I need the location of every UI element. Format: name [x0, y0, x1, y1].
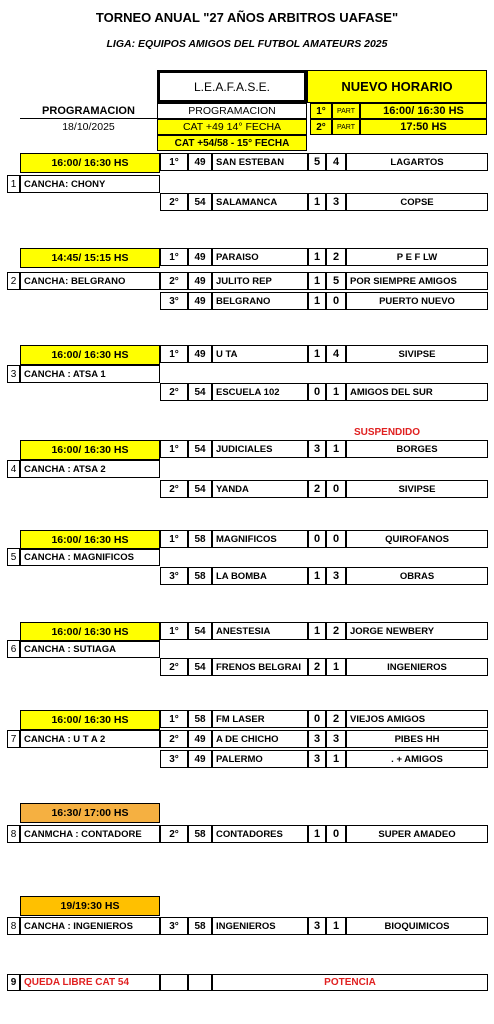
home-team: PALERMO	[212, 750, 308, 768]
match-order: 1°	[160, 440, 188, 458]
away-score: 1	[326, 750, 346, 768]
away-score: 0	[326, 480, 346, 498]
home-team: YANDA	[212, 480, 308, 498]
match-order: 2°	[160, 383, 188, 401]
away-team: P E F LW	[346, 248, 488, 266]
away-score: 4	[326, 153, 346, 171]
home-team: MAGNIFICOS	[212, 530, 308, 548]
home-team: SALAMANCA	[212, 193, 308, 211]
match-order: 2°	[160, 658, 188, 676]
match-category: 49	[188, 730, 212, 748]
cancha-name: CANCHA : SUTIAGA	[20, 640, 160, 658]
block-number: 1	[7, 175, 20, 193]
home-score: 1	[308, 345, 326, 363]
away-score: 0	[326, 825, 346, 843]
away-team: PUERTO NUEVO	[346, 292, 488, 310]
match-order: 1°	[160, 153, 188, 171]
home-score: 1	[308, 193, 326, 211]
block-number: 2	[7, 272, 20, 290]
home-team: FM LASER	[212, 710, 308, 728]
away-team: PIBES HH	[346, 730, 488, 748]
suspended-note: SUSPENDIDO	[353, 426, 421, 438]
match-order: 1°	[160, 710, 188, 728]
home-score: 5	[308, 153, 326, 171]
home-team: BELGRANO	[212, 292, 308, 310]
home-score: 1	[308, 622, 326, 640]
time-slot: 14:45/ 15:15 HS	[20, 248, 160, 268]
time-slot: 16:30/ 17:00 HS	[20, 803, 160, 823]
home-score: 1	[308, 248, 326, 266]
away-team: COPSE	[346, 193, 488, 211]
away-team: INGENIEROS	[346, 658, 488, 676]
home-score: 3	[308, 750, 326, 768]
part2-time: 17:50 HS	[360, 119, 487, 135]
time-slot: 16:00/ 16:30 HS	[20, 710, 160, 730]
org-name: L.E.A.F.A.S.E.	[193, 79, 271, 94]
home-score: 0	[308, 383, 326, 401]
program-date: 18/10/2025	[62, 121, 115, 133]
time-slot: 16:00/ 16:30 HS	[20, 345, 160, 365]
time-slot: 16:00/ 16:30 HS	[20, 530, 160, 550]
match-order: 1°	[160, 530, 188, 548]
cancha-name: CANMCHA : CONTADORE	[20, 825, 160, 843]
match-order: 3°	[160, 567, 188, 585]
away-team: LAGARTOS	[346, 153, 488, 171]
away-score: 3	[326, 193, 346, 211]
away-team: POR SIEMPRE AMIGOS	[346, 272, 488, 290]
part1-time: 16:00/ 16:30 HS	[360, 103, 487, 119]
home-score: 3	[308, 440, 326, 458]
block-number: 5	[7, 548, 20, 566]
match-category: 58	[188, 710, 212, 728]
cancha-name: CANCHA : U T A 2	[20, 730, 160, 748]
away-team: SUPER AMADEO	[346, 825, 488, 843]
home-team: SAN ESTEBAN	[212, 153, 308, 171]
block-number: 7	[7, 730, 20, 748]
home-score: 0	[308, 710, 326, 728]
time-slot: 16:00/ 16:30 HS	[20, 440, 160, 460]
away-team: SIVIPSE	[346, 480, 488, 498]
home-team: U TA	[212, 345, 308, 363]
away-score: 4	[326, 345, 346, 363]
cancha-name: CANCHA : MAGNIFICOS	[20, 548, 160, 566]
away-score: 0	[326, 292, 346, 310]
match-order: 2°	[160, 730, 188, 748]
cancha-name: CANCHA : INGENIEROS	[20, 917, 160, 935]
part2-label: PART	[332, 119, 360, 135]
tournament-title: TORNEO ANUAL "27 AÑOS ARBITROS UAFASE"	[95, 10, 399, 25]
match-order: 2°	[160, 825, 188, 843]
away-team: OBRAS	[346, 567, 488, 585]
home-score: 2	[308, 480, 326, 498]
away-score: 1	[326, 440, 346, 458]
away-team: . + AMIGOS	[346, 750, 488, 768]
away-team: BIOQUIMICOS	[346, 917, 488, 935]
match-category: 58	[188, 530, 212, 548]
part1-label: PART	[332, 103, 360, 119]
home-team: LA BOMBA	[212, 567, 308, 585]
category-54-58: CAT +54/58 - 15° FECHA	[157, 135, 307, 151]
home-score: 1	[308, 825, 326, 843]
libre-team: POTENCIA	[212, 974, 488, 991]
home-team: JUDICIALES	[212, 440, 308, 458]
match-order: 1°	[160, 345, 188, 363]
home-team: JULITO REP	[212, 272, 308, 290]
home-team: PARAISO	[212, 248, 308, 266]
category-49: CAT +49 14° FECHA	[157, 119, 307, 135]
nuevo-horario-label: NUEVO HORARIO	[341, 79, 453, 94]
cancha-name: CANCHA: CHONY	[20, 175, 160, 193]
home-score: 3	[308, 917, 326, 935]
match-category: 58	[188, 567, 212, 585]
cancha-name: CANCHA: BELGRANO	[20, 272, 160, 290]
programacion-center: PROGRAMACION	[157, 103, 307, 119]
block-number: 8	[7, 825, 20, 843]
away-score: 1	[326, 658, 346, 676]
match-order: 3°	[160, 917, 188, 935]
away-score: 2	[326, 710, 346, 728]
away-team: VIEJOS AMIGOS	[346, 710, 488, 728]
match-order: 1°	[160, 248, 188, 266]
match-category: 54	[188, 383, 212, 401]
home-score: 3	[308, 730, 326, 748]
away-score: 2	[326, 248, 346, 266]
footer-spacer-2	[188, 974, 212, 991]
match-category: 49	[188, 272, 212, 290]
cancha-name: CANCHA : ATSA 2	[20, 460, 160, 478]
away-score: 1	[326, 917, 346, 935]
time-slot: 19/19:30 HS	[20, 896, 160, 916]
time-slot: 16:00/ 16:30 HS	[20, 153, 160, 173]
home-team: ESCUELA 102	[212, 383, 308, 401]
match-category: 54	[188, 193, 212, 211]
away-score: 3	[326, 730, 346, 748]
match-order: 3°	[160, 750, 188, 768]
home-score: 1	[308, 567, 326, 585]
away-team: SIVIPSE	[346, 345, 488, 363]
home-score: 1	[308, 292, 326, 310]
match-category: 58	[188, 917, 212, 935]
away-team: AMIGOS DEL SUR	[346, 383, 488, 401]
cancha-name: CANCHA : ATSA 1	[20, 365, 160, 383]
match-category: 49	[188, 153, 212, 171]
home-score: 0	[308, 530, 326, 548]
match-category: 54	[188, 622, 212, 640]
away-team: BORGES	[346, 440, 488, 458]
away-score: 0	[326, 530, 346, 548]
match-order: 2°	[160, 272, 188, 290]
home-team: INGENIEROS	[212, 917, 308, 935]
block-number: 8	[7, 917, 20, 935]
match-order: 3°	[160, 292, 188, 310]
time-slot: 16:00/ 16:30 HS	[20, 622, 160, 642]
home-team: CONTADORES	[212, 825, 308, 843]
home-score: 1	[308, 272, 326, 290]
match-category: 54	[188, 440, 212, 458]
footer-number: 9	[7, 974, 20, 991]
home-team: A DE CHICHO	[212, 730, 308, 748]
match-category: 54	[188, 480, 212, 498]
match-order: 2°	[160, 480, 188, 498]
home-score: 2	[308, 658, 326, 676]
match-category: 49	[188, 248, 212, 266]
block-number: 6	[7, 640, 20, 658]
match-category: 49	[188, 345, 212, 363]
nuevo-horario-box	[307, 70, 487, 103]
queda-libre-label: QUEDA LIBRE CAT 54	[20, 974, 160, 991]
match-order: 1°	[160, 622, 188, 640]
part1-num: 1°	[310, 103, 332, 119]
away-score: 2	[326, 622, 346, 640]
away-team: QUIROFANOS	[346, 530, 488, 548]
away-score: 5	[326, 272, 346, 290]
away-score: 1	[326, 383, 346, 401]
match-category: 49	[188, 292, 212, 310]
match-category: 54	[188, 658, 212, 676]
part2-num: 2°	[310, 119, 332, 135]
league-subtitle: LIGA: EQUIPOS AMIGOS DEL FUTBOL AMATEURS 2025	[106, 38, 388, 50]
block-number: 3	[7, 365, 20, 383]
home-team: ANESTESIA	[212, 622, 308, 640]
org-box	[157, 70, 307, 103]
footer-spacer-1	[160, 974, 188, 991]
block-number: 4	[7, 460, 20, 478]
away-team: JORGE NEWBERY	[346, 622, 488, 640]
match-order: 2°	[160, 193, 188, 211]
home-team: FRENOS BELGRAI	[212, 658, 308, 676]
away-score: 3	[326, 567, 346, 585]
match-category: 49	[188, 750, 212, 768]
match-category: 58	[188, 825, 212, 843]
programacion-left: PROGRAMACION	[20, 103, 157, 119]
